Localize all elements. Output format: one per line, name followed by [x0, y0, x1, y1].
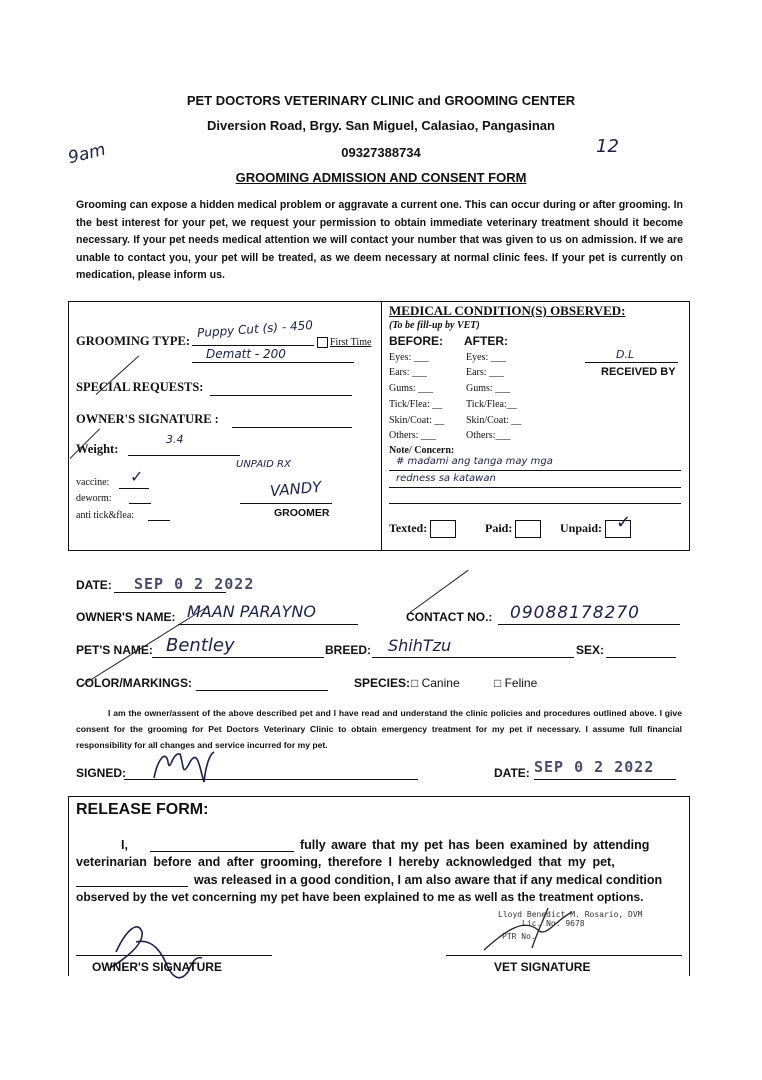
first-time-label: First Time — [330, 337, 372, 348]
grooming-type-underline-2 — [192, 362, 354, 363]
sex-field[interactable] — [606, 657, 676, 658]
after-ears: Ears: ___ — [466, 367, 505, 378]
note-underline-1 — [389, 470, 681, 471]
weight-value: 3.4 — [166, 433, 184, 446]
vet-stamp-ptr: PTR No. — [502, 932, 536, 941]
after-label: AFTER: — [464, 334, 508, 348]
signed-label: SIGNED: — [76, 766, 127, 780]
special-requests-field[interactable] — [210, 395, 352, 396]
note-underline-3 — [389, 503, 681, 504]
medical-title: MEDICAL CONDITION(S) OBSERVED: — [389, 303, 626, 318]
note-underline-2 — [389, 487, 681, 488]
before-tick-label: Tick/Flea: — [389, 399, 430, 410]
before-label: BEFORE: — [389, 334, 443, 348]
release-line1: fully aware that my pet has been examined by attending — [300, 838, 650, 852]
texted-label: Texted: — [389, 520, 428, 535]
owner-release-signature-scribble — [96, 912, 226, 986]
release-pet-name-field[interactable] — [76, 886, 188, 887]
after-skin: Skin/Coat: __ — [466, 415, 522, 426]
contact-label: CONTACT NO.: — [406, 610, 493, 624]
owner-release-signature-label: OWNER'S SIGNATURE — [92, 960, 222, 974]
owner-name-label: OWNER'S NAME: — [76, 610, 176, 624]
clinic-phone: 09327388734 — [341, 145, 421, 160]
paid-label: Paid: — [485, 520, 513, 535]
margin-time-note: 9am — [66, 139, 108, 169]
note-label: Note/ Concern: — [389, 445, 455, 456]
vaccine-field[interactable] — [119, 488, 149, 489]
anti-tick-field[interactable] — [148, 520, 170, 521]
received-by-line — [585, 362, 678, 363]
vet-signature-scribble — [476, 900, 586, 958]
contact-value: 09088178270 — [510, 603, 640, 623]
owner-signature-scribble — [148, 744, 218, 786]
deworm-field[interactable] — [129, 503, 151, 504]
signed-date-field[interactable] — [534, 779, 676, 780]
after-tick: Tick/Flea:__ — [466, 399, 517, 410]
weight-label: Weight: — [76, 442, 119, 456]
texted-checkbox[interactable] — [389, 520, 456, 538]
after-ears-label: Ears: — [466, 367, 487, 378]
after-others-label: Others: — [466, 430, 496, 441]
pet-name-field[interactable] — [152, 657, 324, 658]
vet-stamp-license: Lic. No. 9678 — [522, 919, 585, 928]
deworm-label: deworm: — [76, 493, 112, 504]
before-ears-label: Ears: — [389, 367, 410, 378]
contact-field[interactable] — [498, 624, 680, 625]
after-tick-label: Tick/Flea: — [466, 399, 507, 410]
vet-stamp-name: Lloyd Benedict M. Rosario, DVM — [498, 910, 643, 919]
breed-field[interactable] — [372, 657, 574, 658]
groomer-signature: VANDY — [269, 477, 323, 501]
date-label: DATE: — [76, 578, 112, 592]
pet-name-label: PET'S NAME: — [76, 643, 153, 657]
release-line2: veterinarian before and after grooming, therefore I hereby acknowledged that my pet, — [76, 855, 615, 869]
release-title: RELEASE FORM: — [76, 801, 209, 818]
breed-label: BREED: — [325, 643, 372, 657]
after-gums: Gums: ___ — [466, 383, 511, 394]
medical-subtitle: (To be fill-up by VET) — [389, 320, 480, 331]
unpaid-rx-note: UNPAID RX — [236, 459, 291, 470]
before-eyes: Eyes: ___ — [389, 352, 429, 363]
color-markings-label: COLOR/MARKINGS: — [76, 676, 192, 690]
clinic-name: PET DOCTORS VETERINARY CLINIC and GROOMING CENTER — [186, 93, 576, 108]
before-tick: Tick/Flea: __ — [389, 399, 443, 410]
received-by-value: D.L — [616, 348, 635, 361]
first-time-checkbox[interactable] — [317, 337, 371, 348]
release-i: I, — [121, 838, 128, 852]
vaccine-label: vaccine: — [76, 477, 110, 488]
consent-paragraph: I am the owner/assent of the above described pet and I have read and understand the clinic policies and procedures outlined above. I give consent for the grooming for Pet Doctors Veterinary Clinic to obtain emergency treatment for my pet if necessary. I assume full financial responsibility for all changes and service incurred for my pet. — [76, 708, 682, 750]
after-skin-label: Skin/Coat: — [466, 415, 509, 426]
after-eyes-label: Eyes: — [466, 352, 489, 363]
sex-label: SEX: — [576, 643, 605, 657]
date-stamp: SEP 0 2 2022 — [134, 575, 255, 593]
owner-name-value: MAAN PARAYNO — [187, 602, 316, 621]
before-eyes-label: Eyes: — [389, 352, 412, 363]
before-skin: Skin/Coat: __ — [389, 415, 445, 426]
grooming-type-line2: Dematt - 200 — [206, 347, 286, 361]
anti-tick-label: anti tick&flea: — [76, 510, 135, 521]
owner-signature-field[interactable] — [232, 427, 352, 428]
release-line3: was released in a good condition, I am also aware that if any medical condition — [194, 873, 663, 887]
groomer-signature-line — [240, 503, 332, 504]
species-feline-option[interactable]: □ Feline — [494, 676, 538, 690]
before-gums-label: Gums: — [389, 383, 416, 394]
before-skin-label: Skin/Coat: — [389, 415, 432, 426]
vet-signature-line[interactable] — [446, 955, 682, 956]
weight-field[interactable] — [128, 455, 240, 456]
clinic-address: Diversion Road, Brgy. San Miguel, Calasiao, Pangasinan — [207, 118, 555, 133]
after-eyes: Eyes: ___ — [466, 352, 506, 363]
species-label: SPECIES: — [354, 676, 411, 690]
vet-signature-label: VET SIGNATURE — [494, 960, 591, 974]
grooming-type-line1: Puppy Cut (s) - 450 — [196, 317, 314, 341]
signed-date-stamp: SEP 0 2 2022 — [534, 758, 655, 776]
unpaid-label: Unpaid: — [560, 520, 603, 535]
form-title: GROOMING ADMISSION AND CONSENT FORM — [235, 170, 527, 185]
strike-mark-4 — [410, 570, 469, 613]
paid-checkbox[interactable] — [485, 520, 541, 538]
intro-paragraph: Grooming can expose a hidden medical problem or aggravate a current one. This can occur during or after grooming. In the best interest for your pet, we request your permission to obtain immediate veterinary treatment should it become necessary. If your pet needs medical attention we will contact your number that was given to us on admission. If we are unable to contact you, your pet will be treated, as we deem necessary at normal clinic fees. If your pet is currently on medication, please inform us. — [76, 199, 683, 282]
after-gums-label: Gums: — [466, 383, 493, 394]
groomer-label: GROOMER — [274, 507, 330, 519]
before-others: Others: ___ — [389, 430, 436, 441]
release-owner-name-field[interactable] — [150, 851, 294, 852]
received-by-label: RECEIVED BY — [601, 366, 676, 378]
owner-signature-label: OWNER'S SIGNATURE : — [76, 412, 219, 426]
release-line4: observed by the vet concerning my pet have been explained to me as well as the treatment options. — [76, 890, 644, 904]
breed-value: ShihTzu — [388, 636, 452, 655]
owner-name-field[interactable] — [178, 624, 358, 625]
margin-number-note: 12 — [596, 136, 619, 157]
pet-name-value: Bentley — [166, 635, 235, 656]
grooming-type-label: GROOMING TYPE: — [76, 334, 191, 348]
grooming-type-underline — [192, 345, 314, 346]
species-canine-option[interactable]: □ Canine — [411, 676, 460, 690]
special-requests-label: SPECIAL REQUESTS: — [76, 380, 204, 394]
color-markings-field[interactable] — [196, 690, 328, 691]
before-ears: Ears: ___ — [389, 367, 428, 378]
note-line1: # madami ang tanga may mga — [396, 456, 553, 467]
note-line2: redness sa katawan — [396, 473, 496, 484]
signed-date-label: DATE: — [494, 766, 530, 780]
before-others-label: Others: — [389, 430, 419, 441]
species-canine-label: Canine — [421, 676, 460, 690]
vaccine-check: ✓ — [130, 467, 144, 486]
unpaid-check-mark: ✓ — [616, 512, 632, 533]
before-gums: Gums: ___ — [389, 383, 434, 394]
species-feline-label: Feline — [504, 676, 538, 690]
after-others: Others:___ — [466, 430, 511, 441]
box-divider — [381, 301, 382, 551]
